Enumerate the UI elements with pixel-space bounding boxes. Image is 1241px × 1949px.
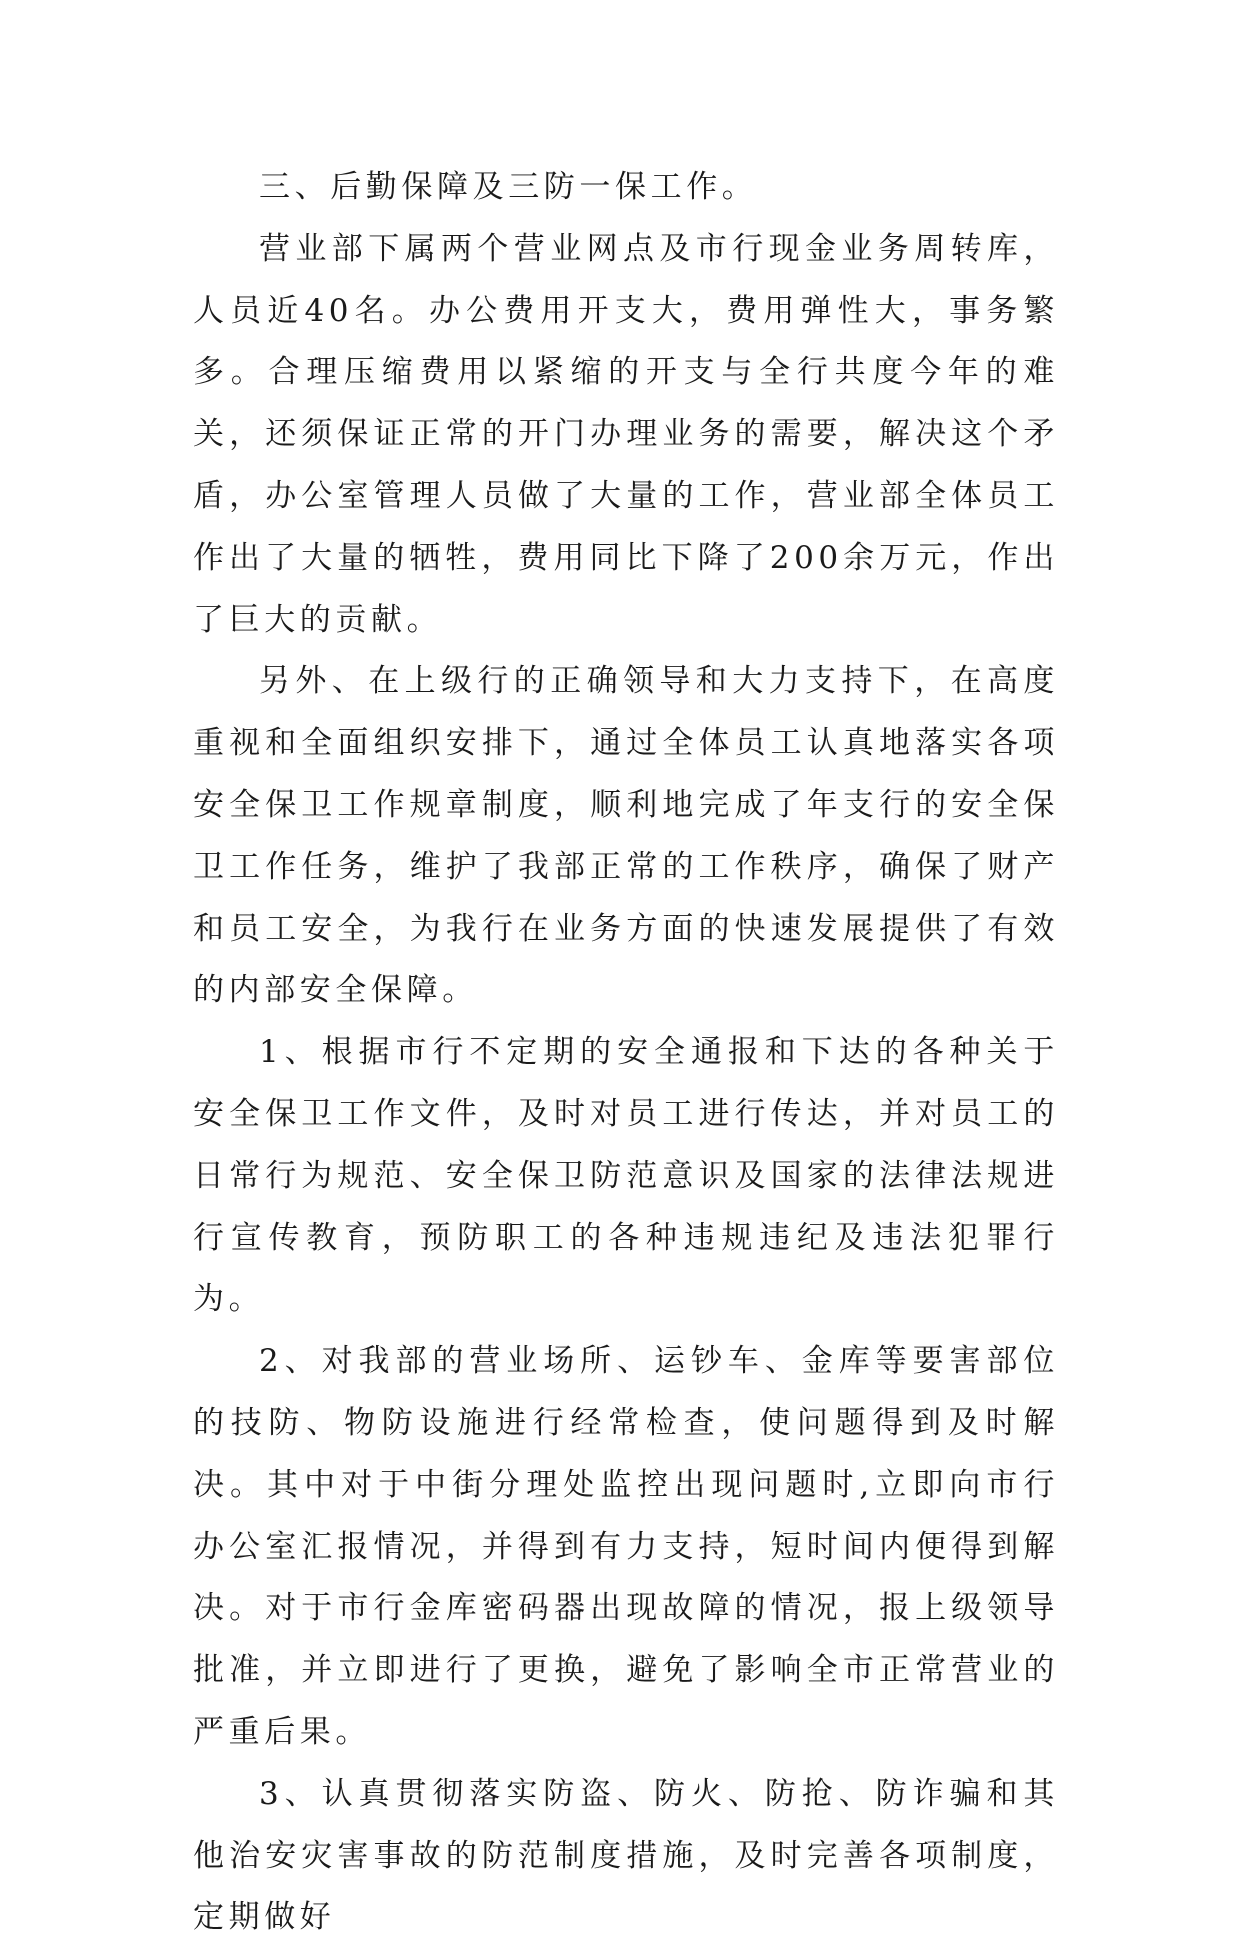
paragraph-logistics: 营业部下属两个营业网点及市行现金业务周转库，人员近40名。办公费用开支大，费用弹性大，事务繁多。合理压缩费用以紧缩的开支与全行共度今年的难关，还须保证正常的开门办理业务的需要，解决这个矛盾，办公室管理人员做了大量的工作，营业部全体员工作出了大量的牺牲，费用同比下降了200余万元，作出了巨大的贡献。 <box>193 230 1059 638</box>
document-body <box>193 157 1059 1949</box>
paragraph-item-3: 3、认真贯彻落实防盗、防火、防抢、防诈骗和其他治安灾害事故的防范制度措施，及时完善各项制度，定期做好 <box>193 1775 1059 1936</box>
paragraph-security-overview: 另外、在上级行的正确领导和大力支持下，在高度重视和全面组织安排下，通过全体员工认真地落实各项安全保卫工作规章制度，顺利地完成了年支行的安全保卫工作任务，维护了我部正常的工作秩序，确保了财产和员工安全，为我行在业务方面的快速发展提供了有效的内部安全保障。 <box>193 663 1059 1009</box>
paragraph-item-1: 1、根据市行不定期的安全通报和下达的各种关于安全保卫工作文件，及时对员工进行传达，并对员工的日常行为规范、安全保卫防范意识及国家的法律法规进行宣传教育，预防职工的各种违规违纪及违法犯罪行为。 <box>193 1034 1059 1318</box>
paragraph-item-2: 2、对我部的营业场所、运钞车、金库等要害部位的技防、物防设施进行经常检查，使问题得到及时解决。其中对于中街分理处监控出现问题时,立即向市行办公室汇报情况，并得到有力支持，短时间内便得到解决。对于市行金库密码器出现故障的情况，报上级领导批准，并立即进行了更换，避免了影响全市正常营业的严重后果。 <box>193 1343 1059 1750</box>
section-heading: 三、后勤保障及三防一保工作。 <box>259 169 758 205</box>
